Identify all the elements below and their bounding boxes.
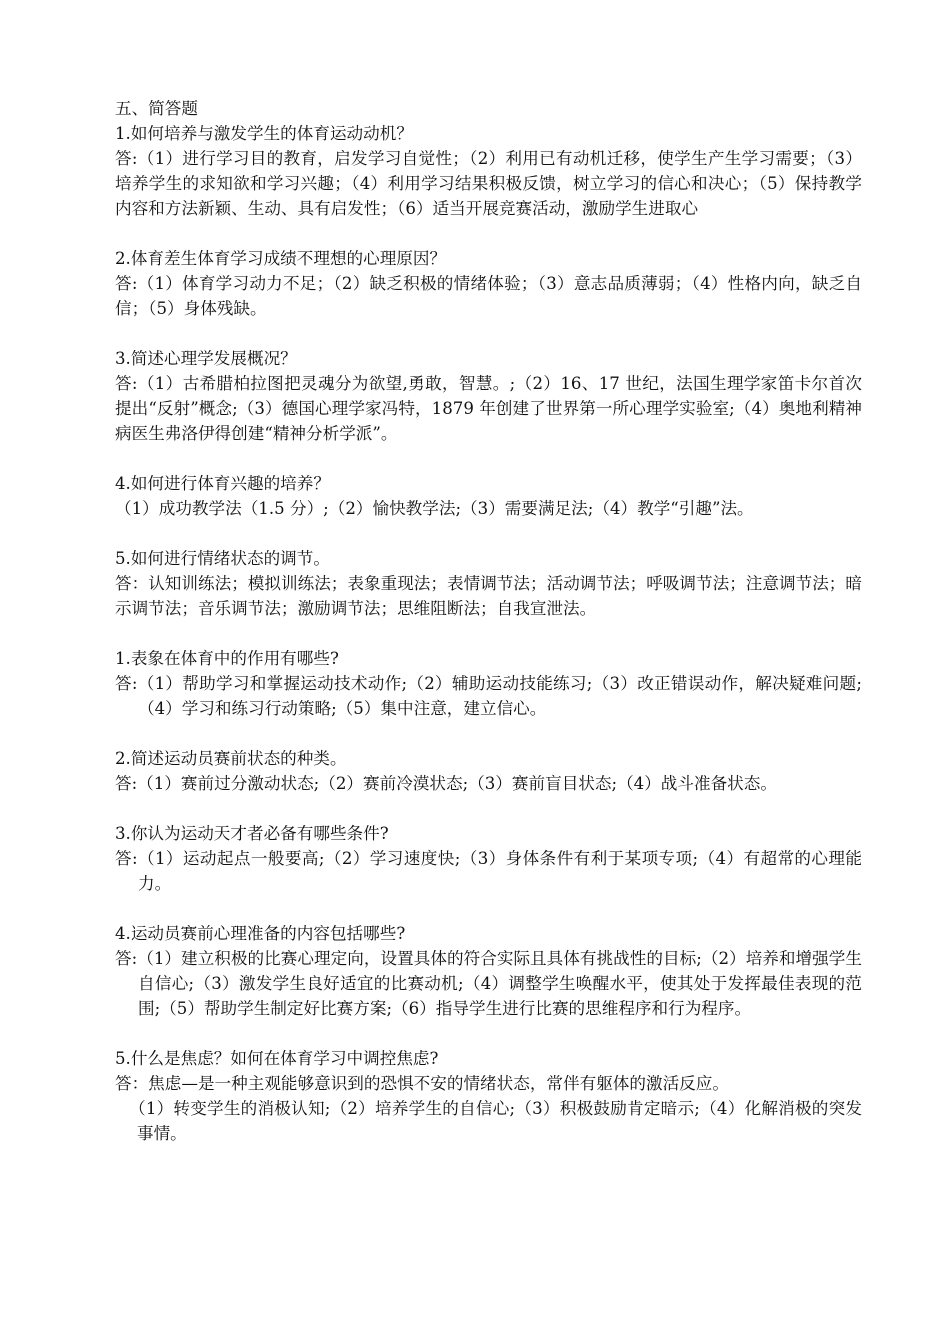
answer-text: 答：焦虑—是一种主观能够意识到的恐惧不安的情绪状态，常伴有躯体的激活反应。 — [115, 1074, 729, 1093]
question-text: 1.如何培养与激发学生的体育运动动机？ — [115, 124, 413, 143]
qa-item — [115, 646, 862, 721]
answer-text: 答:（1）古希腊柏拉图把灵魂分为欲望,勇敢，智慧。;（2）16、17 世纪，法国生理学家笛卡尔首次提出“反射”概念;（3）德国心理学家冯特，1879 年创建了世界第一所心理学实验室;（4）奥地利精神病医生弗洛伊得创建“精神分析学派”。 — [115, 374, 862, 443]
answer-text: 答:（1）进行学习目的教育，启发学习自觉性；（2）利用已有动机迁移，使学生产生学习需要；（3）培养学生的求知欲和学习兴趣；（4）利用学习结果积极反馈，树立学习的信心和决心；（5）保持教学内容和方法新颖、生动、具有启发性；（6）适当开展竞赛活动，激励学生进取心 — [115, 149, 862, 218]
question-text: 2.体育差生体育学习成绩不理想的心理原因？ — [115, 249, 447, 268]
section-title: 五、简答题 — [115, 99, 198, 118]
answer-text: 答:（1）建立积极的比赛心理定向，设置具体的符合实际且具体有挑战性的目标;（2）培养和增强学生自信心;（3）激发学生良好适宜的比赛动机;（4）调整学生唤醒水平，使其处于发挥最佳表现的范围;（5）帮助学生制定好比赛方案;（6）指导学生进行比赛的思维程序和行为程序。 — [115, 949, 862, 1018]
answer-text: 答:（1）体育学习动力不足；（2）缺乏积极的情绪体验；（3）意志品质薄弱；（4）性格内向，缺乏自信；（5）身体残缺。 — [115, 274, 862, 318]
question-text: 2.简述运动员赛前状态的种类。 — [115, 749, 347, 768]
question-text: 5.什么是焦虑？如何在体育学习中调控焦虑? — [115, 1049, 439, 1068]
question-text: 3.简述心理学发展概况？ — [115, 349, 297, 368]
qa-item — [115, 246, 862, 321]
question-text: 4.运动员赛前心理准备的内容包括哪些? — [115, 924, 406, 943]
qa-item — [115, 346, 862, 446]
qa-item — [115, 821, 862, 896]
answer-text: 答:（1）帮助学习和掌握运动技术动作;（2）辅助运动技能练习;（3）改正错误动作，解决疑难问题;（4）学习和练习行动策略;（5）集中注意，建立信心。 — [115, 674, 862, 718]
qa-item — [115, 1046, 862, 1146]
question-text: 4.如何进行体育兴趣的培养？ — [115, 474, 330, 493]
question-text: 3.你认为运动天才者必备有哪些条件? — [115, 824, 389, 843]
qa-item — [115, 546, 862, 621]
document-page — [115, 96, 862, 1171]
answer-text: 答：认知训练法；模拟训练法；表象重现法；表情调节法；活动调节法；呼吸调节法；注意调节法；暗示调节法；音乐调节法；激励调节法；思维阻断法；自我宣泄法。 — [115, 574, 862, 618]
qa-item — [115, 121, 862, 221]
question-text: 5.如何进行情绪状态的调节。 — [115, 549, 330, 568]
qa-item — [115, 471, 862, 521]
answer-continuation: （1）转变学生的消极认知;（2）培养学生的自信心;（3）积极鼓励肯定暗示;（4）化解消极的突发事情。 — [129, 1099, 862, 1143]
qa-item — [115, 746, 862, 796]
answer-text: 答:（1）运动起点一般要高;（2）学习速度快;（3）身体条件有利于某项专项;（4）有超常的心理能力。 — [115, 849, 862, 893]
question-text: 1.表象在体育中的作用有哪些? — [115, 649, 339, 668]
answer-text: （1）成功教学法（1.5 分）;（2）愉快教学法;（3）需要满足法;（4）教学“引趣”法。 — [115, 499, 754, 518]
qa-item — [115, 921, 862, 1021]
answer-text: 答:（1）赛前过分激动状态;（2）赛前冷漠状态;（3）赛前盲目状态;（4）战斗准备状态。 — [115, 774, 777, 793]
